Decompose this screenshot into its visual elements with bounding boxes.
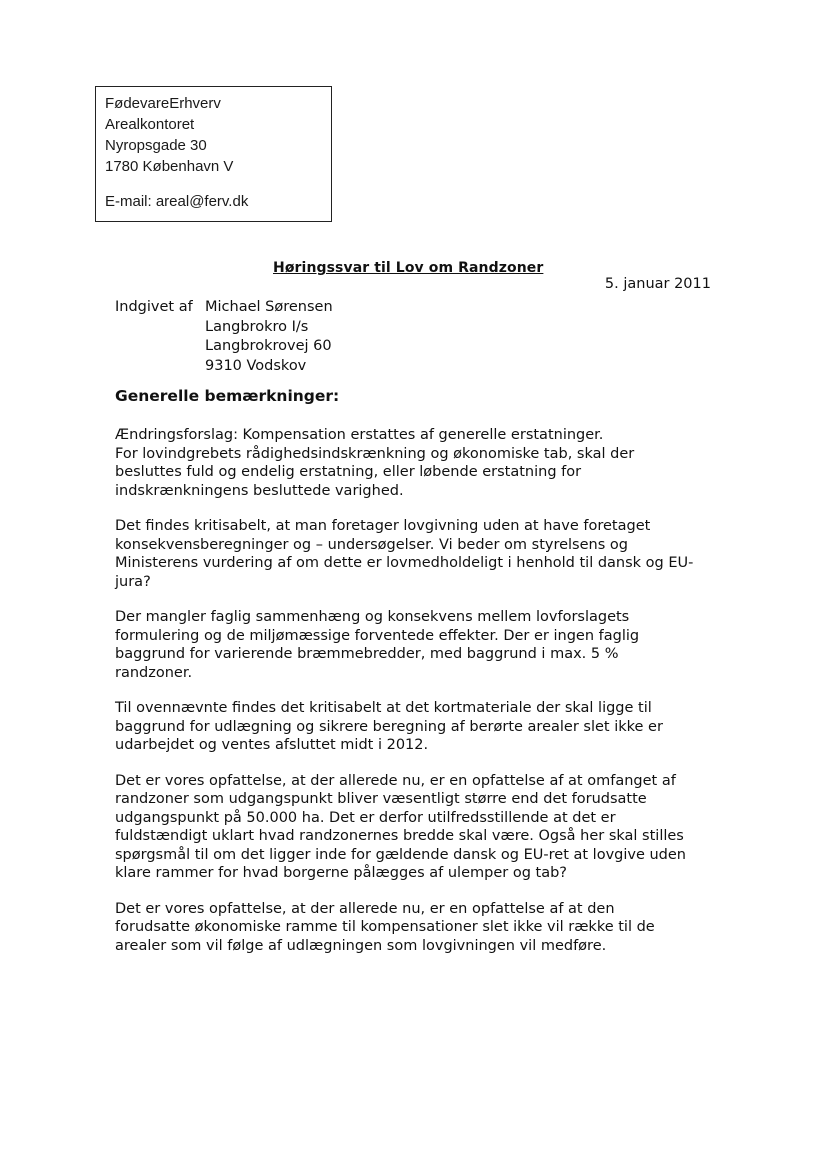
text-line: baggrund for varierende bræmmebredder, med baggrund i max. 5 %: [115, 646, 619, 662]
text-line: randzoner som udgangspunkt bliver væsentligt større end det forudsatte: [115, 791, 647, 807]
section-heading: Generelle bemærkninger:: [115, 387, 340, 405]
sender-block: [115, 298, 333, 376]
sender-row: [115, 298, 333, 318]
paragraph: [115, 699, 725, 755]
text-line: Til ovennævnte findes det kritisabelt at det kortmateriale der skal ligge til: [115, 700, 652, 716]
text-line: besluttes fuld og endelig erstatning, eller løbende erstatning for: [115, 464, 582, 480]
paragraph: [115, 426, 725, 500]
text-line: Det findes kritisabelt, at man foretager lovgivning uden at have foretaget: [115, 518, 651, 534]
text-line: arealer som vil følge af udlægningen som lovgivningen vil medføre.: [115, 937, 607, 954]
text-line: konsekvensberegninger og – undersøgelser. Vi beder om styrelsens og: [115, 536, 628, 553]
document-title: Høringssvar til Lov om Randzoner: [273, 260, 544, 276]
text-line: formulering og de miljømæssige forventede effekter. Der er ingen faglig: [115, 627, 640, 644]
sender-line: 9310 Vodskov: [205, 357, 307, 374]
paragraph: [115, 900, 725, 956]
address-line: Arealkontoret: [105, 116, 195, 133]
text-line: udgangspunkt på 50.000 ha. Det er derfor utilfredsstillende at det er: [115, 809, 616, 826]
text-line: udarbejdet og ventes afsluttet midt i 2012.: [115, 737, 429, 753]
address-box: [95, 86, 332, 222]
address-line: FødevareErhverv: [105, 95, 221, 112]
text-line: indskrænkningens besluttede varighed.: [115, 482, 404, 499]
text-line: klare rammer for hvad borgerne pålægges af ulemper og tab?: [115, 865, 567, 881]
address-email: E-mail: areal@ferv.dk: [105, 193, 249, 210]
document-date: 5. januar 2011: [604, 276, 711, 292]
document-body: [115, 426, 725, 972]
address-gap: [105, 177, 331, 191]
text-line: forudsatte økonomiske ramme til kompensationer slet ikke vil række til de: [115, 919, 655, 935]
text-line: For lovindgrebets rådighedsindskrænkning og økonomiske tab, skal der: [115, 445, 635, 462]
text-line: Ministerens vurdering af om dette er lovmedholdeligt i henhold til dansk og EU-: [115, 555, 694, 571]
text-line: randzoner.: [115, 664, 193, 681]
text-line: baggrund for udlægning og sikrere beregning af berørte arealer slet ikke er: [115, 718, 663, 735]
paragraph: [115, 772, 725, 883]
text-line: Der mangler faglig sammenhæng og konsekvens mellem lovforslagets: [115, 609, 630, 625]
address-line: Nyropsgade 30: [105, 137, 207, 154]
paragraph: [115, 608, 725, 682]
text-line: spørgsmål til om det ligger inde for gældende dansk og EU-ret at lovgive uden: [115, 846, 686, 863]
text-line: jura?: [115, 573, 151, 590]
sender-label: Indgivet af: [115, 299, 193, 315]
sender-line: Langbrokro I/s: [205, 318, 309, 335]
sender-line: Michael Sørensen: [205, 299, 333, 315]
text-line: fuldstændigt uklart hvad randzonernes bredde skal være. Også her skal stilles: [115, 828, 684, 844]
text-line: Det er vores opfattelse, at der allerede nu, er en opfattelse af at den: [115, 900, 615, 917]
sender-line: Langbrokrovej 60: [205, 338, 332, 354]
text-line: Ændringsforslag: Kompensation erstattes af generelle erstatninger.: [115, 427, 604, 443]
paragraph: [115, 517, 725, 591]
text-line: Det er vores opfattelse, at der allerede nu, er en opfattelse af at omfanget af: [115, 772, 676, 789]
address-line: 1780 København V: [105, 158, 234, 175]
